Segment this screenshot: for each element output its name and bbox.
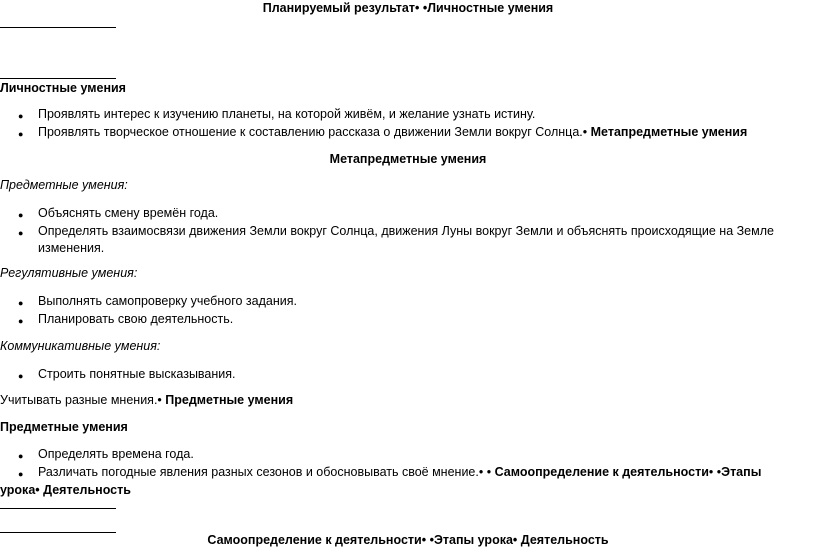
list-item: Определять взаимосвязи движения Земли вокруг Солнца, движения Луны вокруг Земли и объяснять происходящие на Земле	[38, 224, 774, 238]
bullet-icon: •	[582, 125, 588, 139]
bullet-icon: •	[414, 1, 420, 15]
top-title	[0, 1, 816, 15]
bullet-icon: ●	[18, 129, 24, 139]
communicative-label: Коммуникативные умения:	[0, 339, 161, 353]
link-activity[interactable]: Деятельность	[43, 483, 131, 497]
bullet-icon: ●	[18, 316, 24, 326]
bullet-icon: ●	[18, 469, 24, 479]
bullet-icon: •	[422, 1, 428, 15]
bullet-icon: ●	[18, 111, 24, 121]
link-lesson-stages[interactable]: Этапы	[721, 465, 762, 479]
list-item: Выполнять самопроверку учебного задания.	[38, 294, 297, 308]
divider	[0, 27, 116, 28]
regulatory-label: Регулятивные умения:	[0, 266, 138, 280]
bullet-icon: •	[35, 483, 40, 497]
link-meta-skills[interactable]: Метапредметные умения	[590, 125, 748, 139]
bullet-icon: •	[421, 533, 427, 547]
bullet-icon: ●	[18, 228, 24, 238]
list-item: Определять времена года.	[38, 447, 194, 461]
bullet-icon: •	[157, 393, 162, 407]
meta-heading: Метапредметные умения	[329, 152, 487, 166]
list-item-continuation: изменения.	[38, 241, 105, 255]
planned-result-text: Планируемый результат	[262, 1, 415, 15]
bullet-icon: •	[716, 465, 722, 479]
footer-self: Самоопределение к деятельности	[207, 533, 422, 547]
list-item	[38, 125, 747, 139]
footer-title	[0, 533, 816, 547]
footer-activity: Деятельность	[520, 533, 609, 547]
list-item: Планировать свою деятельность.	[38, 312, 234, 326]
bullet-icon: ●	[18, 210, 24, 220]
bullet-icon: ●	[18, 451, 24, 461]
consider-text: Учитывать разные мнения.	[0, 393, 158, 407]
bullet-icon: ●	[18, 371, 24, 381]
list-item-text: Проявлять творческое отношение к составлению рассказа о движении Земли вокруг Солнца.	[38, 125, 583, 139]
link-personal-skills[interactable]: Личностные умения	[427, 1, 554, 15]
bullet-icon: ●	[18, 298, 24, 308]
bullet-icon: •	[478, 465, 484, 479]
bullet-icon: •	[429, 533, 434, 547]
divider	[0, 78, 116, 79]
link-self-determination[interactable]: Самоопределение к деятельности	[494, 465, 709, 479]
personal-heading: Личностные умения	[0, 81, 126, 95]
bullet-icon: •	[512, 533, 518, 547]
links-continuation	[0, 483, 131, 497]
list-item	[38, 465, 761, 479]
consider-line	[0, 393, 293, 407]
list-item: Проявлять интерес к изучению планеты, на которой живём, и желание узнать истину.	[38, 107, 536, 121]
list-item: Объяснять смену времён года.	[38, 206, 219, 220]
bullet-icon: •	[708, 465, 714, 479]
divider	[0, 508, 116, 509]
bullet-icon: •	[486, 465, 492, 479]
list-item: Строить понятные высказывания.	[38, 367, 236, 381]
subject-label: Предметные умения:	[0, 178, 128, 192]
footer-stages: Этапы урока	[433, 533, 513, 547]
link-subject-skills[interactable]: Предметные умения	[165, 393, 294, 407]
subject-heading: Предметные умения	[0, 420, 128, 434]
link-lesson-stages-cont[interactable]: урока	[0, 483, 36, 497]
list-item-text: Различать погодные явления разных сезонов и обосновывать своё мнение.	[38, 465, 479, 479]
